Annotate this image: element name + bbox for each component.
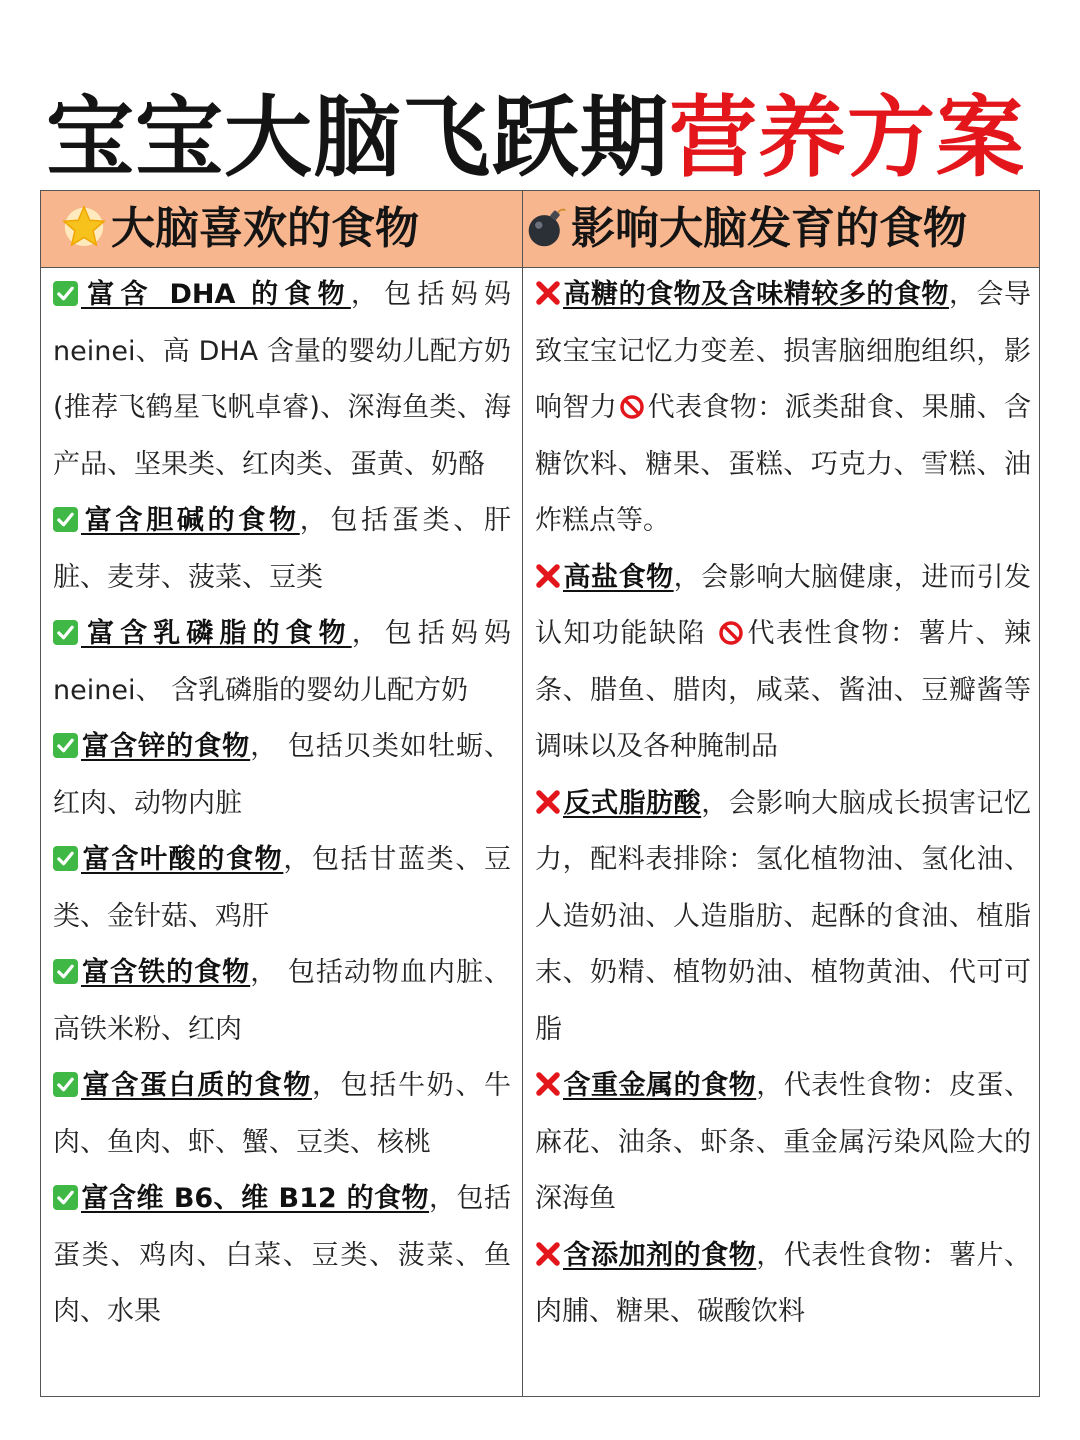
food-comparison-table	[40, 190, 1040, 1397]
good-food-text: ， 包括动物血内脏、高铁米粉、红肉	[53, 957, 511, 1045]
cross-icon	[535, 563, 561, 589]
good-food-highlight: 富含铁的食物	[81, 957, 251, 988]
bad-food-text: ，代表性食物：薯片、肉脯、糖果、碳酸饮料	[535, 1239, 1032, 1327]
cross-icon	[535, 1071, 561, 1097]
check-icon	[53, 281, 78, 306]
good-food-text: ，包括甘蓝类、豆类、金针菇、鸡肝	[53, 844, 512, 932]
bad-food-item	[535, 776, 1031, 1059]
check-icon	[53, 1072, 78, 1097]
star-icon	[61, 203, 107, 249]
cross-icon	[535, 1241, 561, 1267]
check-icon	[53, 959, 78, 984]
bad-food-highlight: 含重金属的食物	[563, 1070, 757, 1101]
good-food-item	[53, 493, 511, 606]
bad-food-highlight: 高盐食物	[563, 561, 674, 593]
bad-food-item	[535, 1228, 1031, 1341]
bad-food-text: ，会影响大脑成长损害记忆力，配料表排除：氢化植物油、氢化油、人造奶油、人造脂肪、起酥的食油、植脂末、奶精、植物奶油、植物黄油、代可可脂	[535, 787, 1032, 1045]
bad-food-highlight: 反式脂肪酸	[563, 787, 702, 819]
table-header-row	[41, 191, 1039, 268]
good-food-highlight: 富含 DHA 的食物	[81, 279, 351, 310]
bad-food-examples: 代表食物：派类甜食、果脯、含糖饮料、糖果、蛋糕、巧克力、雪糕、油炸糕点等。	[535, 392, 1032, 536]
title-part-red: 营养方案	[669, 86, 1026, 189]
good-food-text: ，包括牛奶、牛肉、鱼肉、虾、蟹、豆类、核桃	[53, 1070, 511, 1158]
good-foods-column	[53, 267, 511, 1341]
good-food-item	[53, 1171, 511, 1341]
good-food-item	[53, 945, 511, 1058]
header-good-foods	[61, 191, 511, 267]
check-icon	[53, 620, 78, 645]
title-part-black: 宝宝大脑飞跃期	[46, 86, 670, 189]
bad-food-text: ，代表性食物：皮蛋、麻花、油条、虾条、重金属污染风险大的深海鱼	[535, 1070, 1032, 1214]
bad-food-highlight: 高糖的食物及含味精较多的食物	[563, 279, 949, 310]
bad-food-item	[535, 1058, 1031, 1228]
good-food-item	[53, 267, 511, 493]
good-food-text: ，包括蛋类、肝脏、麦芽、菠菜、豆类	[53, 505, 512, 593]
good-food-highlight: 富含维 B6、维 B12 的食物	[81, 1183, 430, 1214]
header-bad-foods	[525, 191, 1035, 267]
good-food-text: ，包括妈妈neinei、高 DHA 含量的婴幼儿配方奶(推荐飞鹤星飞帆卓睿)、深海鱼类、海产品、坚果类、红肉类、蛋黄、奶酪	[53, 279, 511, 480]
check-icon	[53, 507, 78, 532]
column-divider	[522, 191, 523, 1396]
no-entry-icon	[718, 620, 744, 646]
good-food-highlight: 富含乳磷脂的食物	[81, 618, 352, 649]
good-food-text: ， 包括贝类如牡蛎、红肉、动物内脏	[53, 731, 511, 819]
good-food-highlight: 富含锌的食物	[81, 731, 251, 762]
check-icon	[53, 733, 78, 758]
good-food-item	[53, 1058, 511, 1171]
good-food-highlight: 富含蛋白质的食物	[81, 1070, 312, 1101]
header-bad-foods-label: 影响大脑发育的食物	[571, 203, 967, 254]
page-title	[46, 88, 1046, 188]
good-food-item	[53, 832, 511, 945]
good-food-text: ，包括妈妈neinei、 含乳磷脂的婴幼儿配方奶	[53, 618, 512, 706]
bad-foods-column	[535, 267, 1031, 1341]
good-food-item	[53, 719, 511, 832]
bad-food-text: ，会影响大脑健康，进而引发认知功能缺陷	[535, 561, 1032, 649]
bad-food-text: ，会导致宝宝记忆力变差、损害脑细胞组织，影响智力	[535, 279, 1032, 423]
good-food-text: ，包括蛋类、鸡肉、白菜、豆类、菠菜、鱼肉、水果	[53, 1183, 512, 1327]
header-good-foods-label: 大脑喜欢的食物	[111, 203, 419, 254]
good-food-highlight: 富含胆碱的食物	[81, 505, 300, 536]
bad-food-item	[535, 267, 1031, 550]
cross-icon	[535, 280, 561, 306]
check-icon	[53, 1185, 78, 1210]
bad-food-examples: 代表性食物：薯片、辣条、腊鱼、腊肉，咸菜、酱油、豆瓣酱等调味以及各种腌制品	[535, 618, 1031, 762]
bad-food-highlight: 含添加剂的食物	[563, 1239, 757, 1271]
no-entry-icon	[619, 394, 645, 420]
bad-food-item	[535, 550, 1031, 776]
bomb-icon	[525, 205, 569, 249]
good-food-item	[53, 606, 511, 719]
check-icon	[53, 846, 78, 871]
cross-icon	[535, 789, 561, 815]
good-food-highlight: 富含叶酸的食物	[81, 844, 284, 875]
